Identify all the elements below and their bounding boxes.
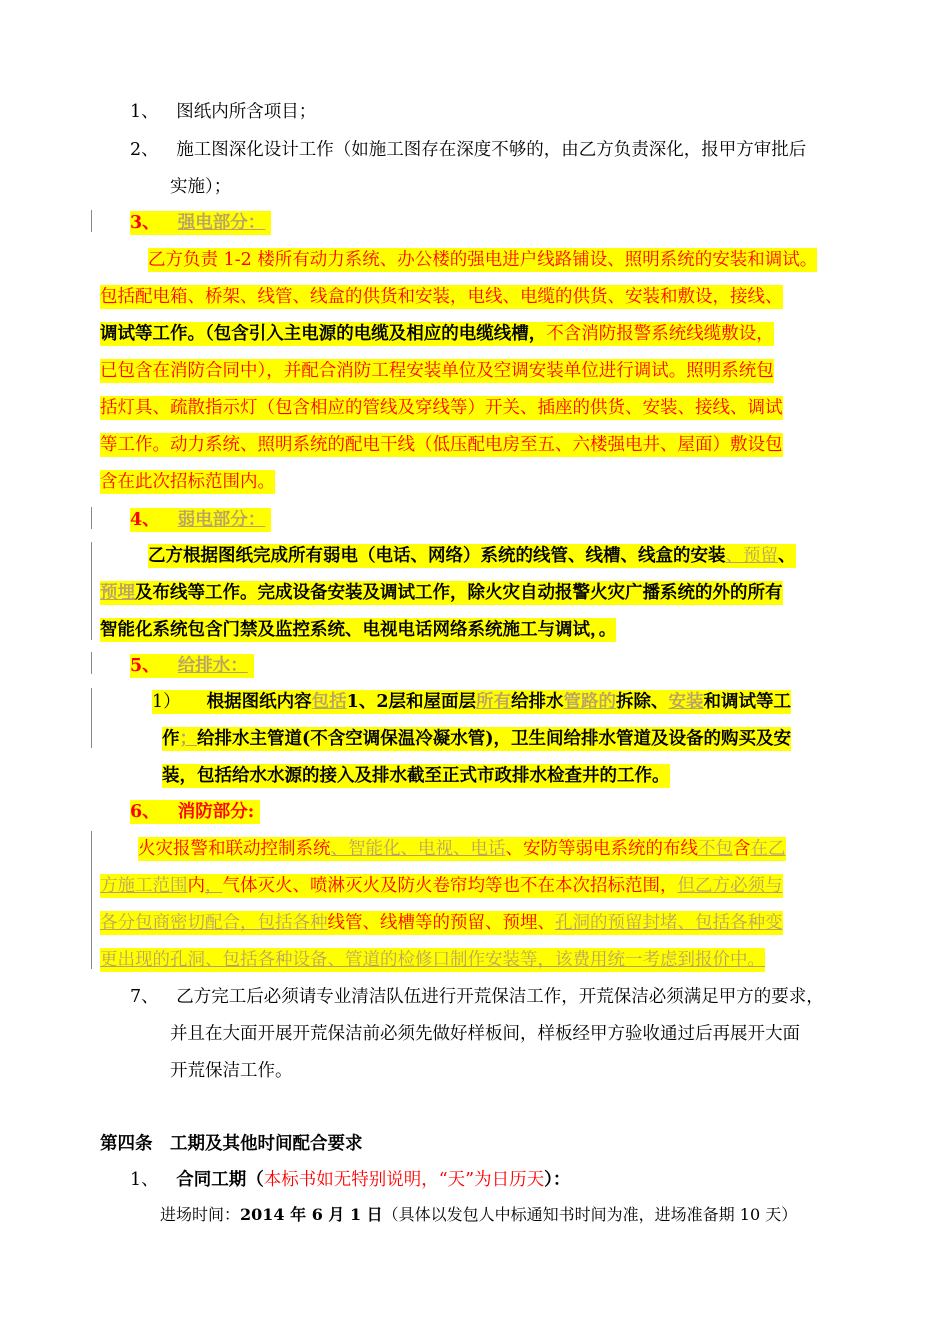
item-text: 乙方完工后必须请专业清洁队伍进行开荒保洁工作，开荒保洁必须满足甲方的要求， (176, 987, 824, 1007)
revision-bar (91, 688, 92, 748)
paragraph-line: 乙方负责 1-2 楼所有动力系统、办公楼的强电进户线路铺设、照明系统的安装和调试。 (148, 250, 818, 270)
clause-contract-period: 1、 合同工期（本标书如无特别说明，“天”为日历天）： (130, 1170, 571, 1190)
item-number: 1、 (130, 1170, 159, 1190)
paragraph-line: 智能化系统包含门禁及监控系统、电视电话网络系统施工与调试，。 (100, 620, 617, 640)
paragraph-line: 方施工范围内，气体灭火、喷淋灭火及防火卷帘均等也不在本次招标范围，但乙方必须与 (100, 876, 783, 896)
section-title: 强电部分： (177, 213, 266, 233)
section-title: 弱电部分： (177, 510, 266, 530)
item-number: 4、 (130, 510, 160, 530)
revision-bar (91, 507, 92, 529)
paragraph-line: 调试等工作。（包含引入主电源的电缆及相应的电缆线槽，不含消防报警系统线缆敷设， (100, 324, 774, 344)
paragraph-line: 装，包括给水水源的接入及排水截至正式市政排水检查井的工作。 (162, 766, 670, 786)
paragraph-line: 等工作。动力系统、照明系统的配电干线（低压配电房至五、六楼强电井、屋面）敷设包 (100, 435, 783, 455)
item-text-cont: 并且在大面开展开荒保洁前必须先做好样板间，样板经甲方验收通过后再展开大面 (170, 1024, 800, 1044)
paragraph-line: 乙方根据图纸完成所有弱电（电话、网络）系统的线管、线槽、线盒的安装、预留、 (148, 546, 796, 566)
item-number: 1、 (130, 102, 159, 122)
revision-bar (91, 652, 92, 674)
paragraph-line: 包括配电箱、桥架、线管、线盒的供货和安装，电线、电缆的供货、安装和敷设，接线、 (100, 287, 783, 307)
paragraph-line: 1） 根据图纸内容包括1、2层和屋面层所有给排水管路的拆除、安装和调试等工 (152, 692, 791, 712)
item-text: 施工图深化设计工作（如施工图存在深度不够的，由乙方负责深化，报甲方审批后 (176, 140, 807, 160)
item-text: 图纸内所含项目； (176, 102, 317, 122)
list-item-7 (130, 985, 824, 1009)
item-number: 3、 (130, 213, 160, 233)
section-title: 给排水： (177, 656, 248, 676)
paragraph-line: 含在此次招标范围内。 (100, 472, 275, 492)
paragraph-line: 已包含在消防合同中），并配合消防工程安装单位及空调安装单位进行调试。照明系统包 (100, 361, 774, 381)
item-number: 2、 (130, 140, 159, 160)
paragraph-line: 作；给排水主管道(不含空调保温冷凝水管)，卫生间给排水管道及设备的购买及安 (162, 729, 792, 749)
article-heading: 第四条 工期及其他时间配合要求 (100, 1134, 363, 1154)
paragraph-line: 更出现的孔洞、包括各种设备、管道的检修口制作安装等，该费用统一考虑到报价中。 (100, 950, 765, 970)
item-number: 6、 (130, 802, 160, 822)
list-item-1 (130, 100, 316, 124)
item-text-cont: 开荒保洁工作。 (170, 1061, 293, 1081)
revision-bar (91, 542, 92, 640)
list-item-2 (130, 138, 806, 162)
item-number: 5、 (130, 656, 160, 676)
item-number: 7、 (130, 987, 159, 1007)
paragraph-line: 括灯具、疏散指示灯（包含相应的管线及穿线等）开关、插座的供货、安装、接线、调试 (100, 398, 783, 418)
section-heading-water (130, 654, 254, 678)
section-heading-weak-power (130, 508, 271, 532)
item-text-cont: 实施）； (170, 177, 232, 197)
paragraph-line: 各分包商密切配合，包括各种线管、线槽等的预留、预埋、孔洞的预留封堵、包括各种变 (100, 913, 783, 933)
revision-bar (91, 210, 92, 232)
paragraph-line: 火灾报警和联动控制系统、智能化、电视、电话、安防等弱电系统的布线不包含在乙 (138, 839, 786, 859)
sub-number: 1） (152, 692, 181, 712)
section-title: 消防部分: (177, 802, 255, 822)
revision-bar (91, 831, 92, 969)
paragraph-line: 预埋及布线等工作。完成设备安装及调试工作，除火灾自动报警火灾广播系统的外的所有 (100, 583, 783, 603)
section-heading-strong-power (130, 211, 271, 235)
entry-date-line: 进场时间：2014 年 6 月 1 日（具体以发包人中标通知书时间为准，进场准备期 10 天） (160, 1205, 798, 1224)
section-heading-fire (130, 800, 260, 824)
